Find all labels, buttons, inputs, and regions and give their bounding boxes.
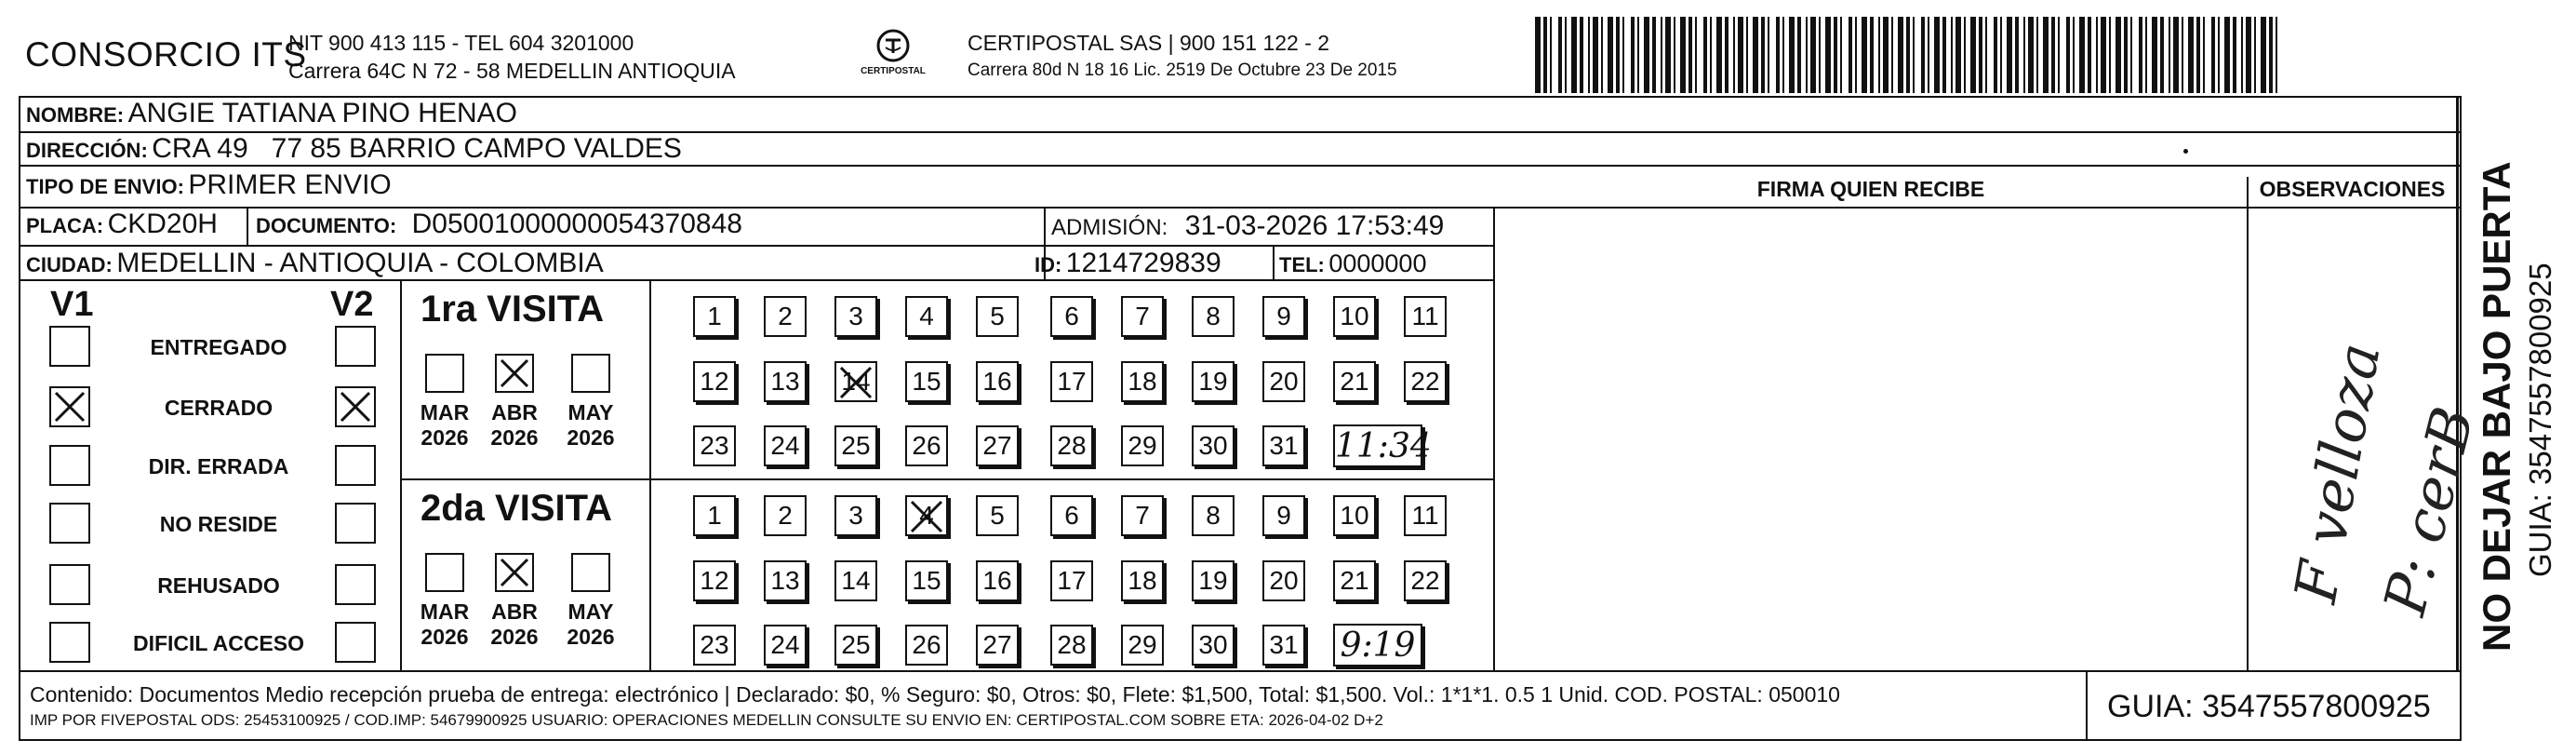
barcode-bar	[1810, 17, 1816, 93]
barcode-bar	[2124, 17, 2128, 93]
certipostal-logo	[858, 27, 928, 89]
day-box[interactable]: 4	[905, 296, 948, 337]
month-label: MAY	[567, 599, 614, 624]
barcode-bar	[1710, 17, 1712, 93]
barcode-bar	[2211, 17, 2215, 93]
day-box[interactable]: 15	[905, 361, 948, 402]
barcode-bar	[1768, 17, 1769, 93]
barcode-bar	[2182, 17, 2183, 93]
col-line	[400, 279, 402, 670]
handwritten-time: 9:19	[1340, 626, 1416, 665]
day-box[interactable]: 24	[764, 425, 807, 466]
day-box[interactable]: 18	[1121, 361, 1164, 402]
day-box[interactable]: 27	[976, 625, 1019, 666]
day-box[interactable]: 29	[1121, 425, 1164, 466]
month-year: 2026	[490, 425, 539, 450]
barcode-bar	[1695, 17, 1697, 93]
status-label: NO RESIDE	[159, 512, 278, 536]
x-mark-icon	[497, 555, 532, 590]
status-v2-checkbox[interactable]	[335, 622, 376, 663]
barcode-bar	[1955, 17, 1961, 93]
barcode-bar	[1644, 17, 1649, 93]
day-box[interactable]: 20	[1262, 361, 1305, 402]
placa-value: CKD20H	[107, 209, 218, 239]
barcode-bar	[2036, 17, 2038, 93]
handwritten-observation-1: F velloza	[2281, 338, 2394, 608]
day-box[interactable]: 23	[693, 425, 736, 466]
barcode-bar	[2101, 17, 2106, 93]
barcode-bar	[2058, 17, 2060, 93]
barcode-bar	[1855, 17, 1857, 93]
barcode	[1535, 17, 2279, 93]
barcode-bar	[2109, 17, 2111, 93]
barcode-bar	[1535, 17, 1541, 93]
month-year: 2026	[567, 625, 615, 649]
month-label: MAR	[420, 599, 470, 624]
barcode-bar	[1819, 17, 1821, 93]
day-box[interactable]: 2	[764, 296, 807, 337]
barcode-bar	[2203, 17, 2205, 93]
company-address-line: Carrera 64C N 72 - 58 MEDELLIN ANTIOQUIA	[288, 59, 736, 83]
status-label: REHUSADO	[157, 573, 280, 598]
barcode-bar	[1797, 17, 1801, 93]
x-mark-icon	[497, 356, 532, 391]
placa-label: PLACA:	[26, 214, 104, 237]
barcode-bar	[1840, 17, 1842, 93]
barcode-bar	[1558, 17, 1562, 93]
barcode-bar	[1985, 17, 1987, 93]
company-contact	[288, 29, 736, 85]
barcode-bar	[2073, 17, 2075, 93]
col-line	[247, 207, 248, 245]
barcode-bar	[2173, 17, 2179, 93]
day-box[interactable]: 31	[1262, 425, 1305, 466]
day-box[interactable]: 13	[764, 560, 807, 601]
barcode-bar	[1571, 17, 1577, 93]
month-checkbox[interactable]	[425, 553, 464, 592]
recipient-address: CRA 49 77 85 BARRIO CAMPO VALDES	[152, 133, 682, 164]
barcode-bar	[2015, 17, 2019, 93]
col-line	[2086, 670, 2088, 741]
barcode-bar	[1776, 17, 1780, 93]
status-v1-checkbox[interactable]	[49, 503, 90, 544]
firma-column-title: FIRMA QUIEN RECIBE	[1756, 177, 1985, 201]
time-box[interactable]	[1333, 624, 1422, 666]
barcode-bar	[1934, 17, 1940, 93]
barcode-bar	[2088, 17, 2091, 93]
day-box[interactable]: 16	[976, 560, 1019, 601]
footer-contents: Contenido: Documentos Medio recepción prueba de entrega: electrónico | Declarado: $0, % Seguro: $0, Otros: $0, Flete: $1,500, Total: $1,500. Vol.: 1*1*1. 0.5 1 Unid. COD. POSTAL: 050010	[30, 682, 1840, 707]
stray-dot	[2183, 149, 2188, 154]
day-box[interactable]: 30	[1192, 625, 1235, 666]
barcode-bar	[2188, 17, 2194, 93]
barcode-bar	[1716, 17, 1722, 93]
day-box[interactable]: 14	[834, 560, 877, 601]
tel-label: TEL:	[1279, 253, 1325, 276]
status-label: DIFICIL ACCESO	[132, 631, 304, 655]
day-box[interactable]: 1	[693, 296, 736, 337]
time-box[interactable]	[1333, 424, 1432, 467]
day-box[interactable]: 9	[1262, 296, 1305, 337]
carrier-name-line: CERTIPOSTAL SAS | 900 151 122 - 2	[968, 31, 1330, 55]
recipient-name: ANGIE TATIANA PINO HENAO	[127, 98, 517, 128]
day-box[interactable]: 22	[1404, 560, 1447, 601]
barcode-bar	[1862, 17, 1867, 93]
barcode-bar	[1616, 17, 1620, 93]
barcode-bar	[2051, 17, 2055, 93]
day-box[interactable]: 1	[693, 495, 736, 536]
x-mark-icon	[337, 388, 374, 425]
shipping-type-row	[26, 169, 392, 201]
day-box[interactable]: 22	[1404, 361, 1447, 402]
day-box[interactable]: 8	[1192, 296, 1235, 337]
city-value: MEDELLIN - ANTIOQUIA - COLOMBIA	[116, 248, 604, 278]
barcode-bar	[2023, 17, 2025, 93]
side-guia: GUIA: 3547557800925	[2523, 263, 2557, 577]
guia-number: GUIA: 3547557800925	[2107, 689, 2431, 724]
barcode-bar	[2152, 17, 2157, 93]
status-v2-checkbox[interactable]	[335, 445, 376, 486]
day-box[interactable]: 5	[976, 495, 1019, 536]
day-box[interactable]: 19	[1192, 361, 1235, 402]
month-checkbox[interactable]	[495, 354, 534, 393]
day-box[interactable]: 26	[905, 625, 948, 666]
barcode-bar	[1601, 17, 1603, 93]
status-v1-checkbox[interactable]	[49, 326, 90, 367]
status-v1-checkbox[interactable]	[49, 564, 90, 605]
day-box[interactable]: 31	[1262, 625, 1305, 666]
barcode-bar	[1738, 17, 1743, 93]
barcode-bar	[2079, 17, 2085, 93]
barcode-bar	[2218, 17, 2220, 93]
day-box[interactable]: 28	[1050, 425, 1093, 466]
status-v2-checkbox[interactable]	[335, 326, 376, 367]
day-box[interactable]: 3	[834, 296, 877, 337]
row-line	[19, 279, 1493, 281]
barcode-bar	[1637, 17, 1639, 93]
month-label: ABR	[491, 599, 538, 624]
month-year: 2026	[420, 625, 469, 649]
barcode-bar	[2233, 17, 2236, 93]
barcode-bar	[1964, 17, 1966, 93]
status-v2-checkbox[interactable]	[335, 386, 376, 427]
barcode-bar	[2261, 17, 2266, 93]
barcode-bar	[1898, 17, 1903, 93]
day-box[interactable]: 26	[905, 425, 948, 466]
barcode-bar	[1761, 17, 1765, 93]
x-mark-icon	[51, 388, 88, 425]
status-v1-checkbox[interactable]	[49, 386, 90, 427]
barcode-bar	[1753, 17, 1758, 93]
company-name: CONSORCIO ITS	[25, 35, 307, 74]
day-box[interactable]: 11	[1404, 495, 1447, 536]
col-line	[1273, 245, 1275, 279]
day-box[interactable]: 17	[1050, 560, 1093, 601]
day-box[interactable]: 6	[1050, 495, 1093, 536]
month-year: 2026	[420, 425, 469, 450]
col-line	[2456, 96, 2459, 670]
barcode-bar	[2116, 17, 2121, 93]
barcode-bar	[1593, 17, 1598, 93]
v1-header: V1	[50, 285, 94, 324]
tipo-envio-label: TIPO DE ENVIO:	[26, 175, 184, 198]
day-box[interactable]: 28	[1050, 625, 1093, 666]
barcode-bar	[2241, 17, 2243, 93]
day-box[interactable]: 25	[834, 425, 877, 466]
day-box[interactable]: 30	[1192, 425, 1235, 466]
day-box[interactable]: 2	[764, 495, 807, 536]
status-label: DIR. ERRADA	[148, 454, 289, 478]
status-v2-checkbox[interactable]	[335, 503, 376, 544]
admision-label: ADMISIÓN:	[1051, 215, 1168, 240]
day-box[interactable]: 24	[764, 625, 807, 666]
admission-row	[1051, 210, 1444, 242]
day-box[interactable]: 21	[1333, 361, 1376, 402]
barcode-bar	[1870, 17, 1874, 93]
barcode-bar	[1733, 17, 1735, 93]
day-box[interactable]: 21	[1333, 560, 1376, 601]
col-line	[649, 279, 651, 670]
day-box[interactable]: 14	[834, 361, 877, 402]
barcode-bar	[1680, 17, 1686, 93]
barcode-bar	[1906, 17, 1910, 93]
barcode-bar	[2246, 17, 2251, 93]
day-box[interactable]: 16	[976, 361, 1019, 402]
footer-print-info: IMP POR FIVEPOSTAL ODS: 25453100925 / COD.IMP: 54679900925 USUARIO: OPERACIONES MEDELLIN CONSULTE SU ENVIO EN: CERTIPOSTAL.COM SOBRE ETA: 2026-04-02 D+2	[30, 711, 1383, 729]
tel-value: 0000000	[1328, 249, 1427, 277]
x-mark-icon	[836, 363, 875, 402]
day-box[interactable]: 6	[1050, 296, 1093, 337]
ciudad-label: CIUDAD:	[26, 253, 113, 276]
direccion-label: DIRECCIÓN:	[26, 139, 148, 162]
barcode-bar	[2007, 17, 2012, 93]
day-box[interactable]: 18	[1121, 560, 1164, 601]
barcode-bar	[2096, 17, 2098, 93]
barcode-bar	[1608, 17, 1613, 93]
barcode-bar	[1883, 17, 1889, 93]
month-checkbox[interactable]	[571, 354, 610, 393]
barcode-bar	[2254, 17, 2256, 93]
day-box[interactable]: 29	[1121, 625, 1164, 666]
x-mark-icon	[907, 497, 946, 536]
barcode-bar	[1806, 17, 1808, 93]
admission-datetime: 31-03-2026 17:53:49	[1184, 210, 1445, 241]
day-box[interactable]: 3	[834, 495, 877, 536]
barcode-bar	[1652, 17, 1656, 93]
visit-title: 2da VISITA	[420, 488, 612, 529]
row-line	[19, 165, 2462, 167]
barcode-bar	[2269, 17, 2273, 93]
day-box[interactable]: 23	[693, 625, 736, 666]
status-label: ENTREGADO	[150, 335, 287, 359]
col-line	[2247, 177, 2249, 670]
barcode-bar	[2000, 17, 2002, 93]
barcode-bar	[1703, 17, 1707, 93]
v2-header: V2	[330, 285, 374, 324]
month-label: ABR	[491, 400, 538, 424]
barcode-bar	[1746, 17, 1748, 93]
company-nit-line: NIT 900 413 115 - TEL 604 3201000	[288, 31, 634, 55]
id-label: ID:	[1034, 253, 1062, 276]
status-v1-checkbox[interactable]	[49, 622, 90, 663]
barcode-bar	[2028, 17, 2034, 93]
barcode-bar	[1588, 17, 1590, 93]
barcode-bar	[1782, 17, 1784, 93]
barcode-bar	[1928, 17, 1929, 93]
barcode-bar	[2145, 17, 2147, 93]
barcode-bar	[2130, 17, 2132, 93]
tel-row	[1279, 249, 1426, 278]
visit-divider	[400, 478, 1495, 480]
month-checkbox[interactable]	[495, 553, 534, 592]
document-row	[256, 209, 742, 240]
address-row	[26, 133, 682, 165]
day-box[interactable]: 17	[1050, 361, 1093, 402]
barcode-bar	[2169, 17, 2170, 93]
barcode-bar	[1849, 17, 1852, 93]
barcode-bar	[1834, 17, 1837, 93]
day-box[interactable]: 5	[976, 296, 1019, 337]
day-box[interactable]: 7	[1121, 495, 1164, 536]
placa-row	[26, 209, 218, 240]
barcode-bar	[2224, 17, 2230, 93]
month-year: 2026	[490, 625, 539, 649]
col-line	[2247, 177, 2249, 207]
barcode-bar	[1580, 17, 1583, 93]
day-box[interactable]: 9	[1262, 495, 1305, 536]
barcode-bar	[2043, 17, 2049, 93]
barcode-bar	[1970, 17, 1976, 93]
barcode-bar	[1631, 17, 1635, 93]
status-label: CERRADO	[164, 396, 274, 420]
day-box[interactable]: 10	[1333, 296, 1376, 337]
barcode-bar	[1942, 17, 1946, 93]
barcode-bar	[2160, 17, 2164, 93]
barcode-bar	[1622, 17, 1624, 93]
col-line	[1493, 207, 1495, 670]
id-row	[1034, 248, 1221, 279]
day-box[interactable]: 7	[1121, 296, 1164, 337]
month-label: MAR	[420, 400, 470, 424]
carrier-address-line: Carrera 80d N 18 16 Lic. 2519 De Octubre 23 De 2015	[968, 61, 1397, 80]
barcode-bar	[1951, 17, 1953, 93]
barcode-bar	[1543, 17, 1547, 93]
footer-line	[19, 670, 2462, 672]
nombre-label: NOMBRE:	[26, 103, 125, 127]
shipping-type: PRIMER ENVIO	[188, 169, 392, 200]
day-box[interactable]: 11	[1404, 296, 1447, 337]
day-box[interactable]: 12	[693, 560, 736, 601]
id-value: 1214729839	[1065, 248, 1221, 278]
barcode-bar	[1688, 17, 1692, 93]
barcode-bar	[1825, 17, 1831, 93]
barcode-bar	[2276, 17, 2277, 93]
day-box[interactable]: 10	[1333, 495, 1376, 536]
month-year: 2026	[567, 425, 615, 450]
barcode-bar	[2139, 17, 2142, 93]
barcode-bar	[2066, 17, 2070, 93]
month-checkbox[interactable]	[571, 553, 610, 592]
barcode-bar	[1994, 17, 1997, 93]
barcode-bar	[1674, 17, 1675, 93]
barcode-bar	[1665, 17, 1671, 93]
day-box[interactable]: 13	[764, 361, 807, 402]
city-row	[26, 248, 604, 279]
day-box[interactable]: 15	[905, 560, 948, 601]
barcode-bar	[1661, 17, 1662, 93]
document-number: D05001000000054370848	[411, 209, 742, 239]
day-box[interactable]: 12	[693, 361, 736, 402]
day-box[interactable]: 19	[1192, 560, 1235, 601]
barcode-bar	[1913, 17, 1915, 93]
day-box[interactable]: 20	[1262, 560, 1305, 601]
barcode-bar	[1979, 17, 1982, 93]
barcode-bar	[1565, 17, 1567, 93]
barcode-bar	[2196, 17, 2200, 93]
barcode-bar	[1789, 17, 1795, 93]
day-box[interactable]: 27	[976, 425, 1019, 466]
day-box[interactable]: 25	[834, 625, 877, 666]
documento-label: DOCUMENTO:	[256, 214, 397, 237]
certipostal-logo-text: CERTIPOSTAL	[861, 66, 926, 76]
day-box[interactable]: 8	[1192, 495, 1235, 536]
handwritten-time: 11:34	[1335, 427, 1432, 465]
side-warning: NO DEJAR BAJO PUERTA	[2475, 161, 2518, 652]
month-label: MAY	[567, 400, 614, 424]
day-box[interactable]: 4	[905, 495, 948, 536]
status-v2-checkbox[interactable]	[335, 564, 376, 605]
status-v1-checkbox[interactable]	[49, 445, 90, 486]
barcode-bar	[1725, 17, 1728, 93]
recipient-name-row	[26, 98, 517, 129]
barcode-bar	[1921, 17, 1925, 93]
month-checkbox[interactable]	[425, 354, 464, 393]
barcode-bar	[1878, 17, 1880, 93]
handwritten-observation-2: P: cerB	[2370, 400, 2488, 622]
observaciones-column-title: OBSERVACIONES	[2259, 177, 2446, 201]
barcode-bar	[1891, 17, 1893, 93]
visit-title: 1ra VISITA	[420, 289, 605, 330]
carrier-info	[968, 29, 1397, 85]
barcode-bar	[1550, 17, 1552, 93]
